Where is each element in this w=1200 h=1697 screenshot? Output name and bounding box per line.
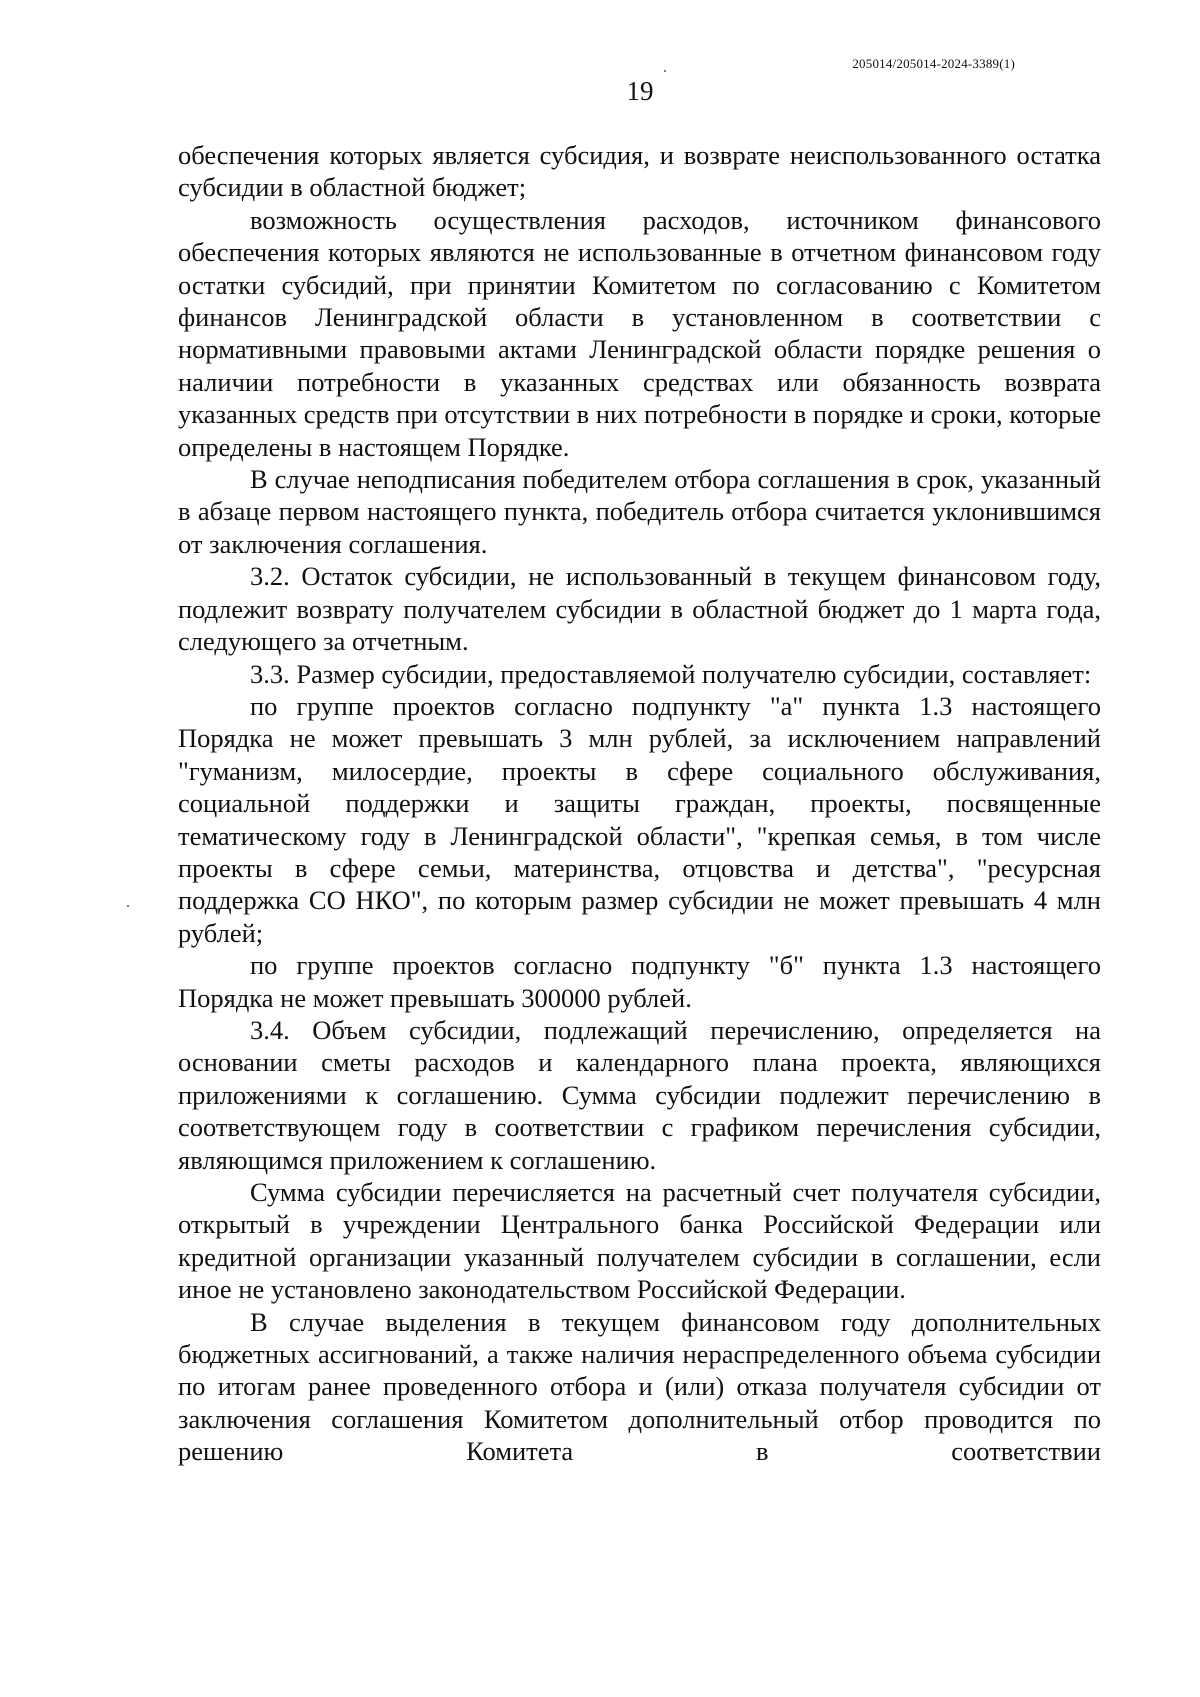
paragraph-clause-3-2: 3.2. Остаток субсидии, не использованный в текущем финансовом году, подлежит возврату получателем субсидии в областной бюджет до 1 марта года, следующего за отчетным.: [178, 561, 1101, 657]
paragraph: по группе проектов согласно подпункту "а" пункта 1.3 настоящего Порядка не может превышать 3 млн рублей, за исключением направлений "гуманизм, милосердие, проекты в сфере социального обслуживания, социальной поддержки и защиты граждан, проекты, посвященные тематическому году в Ленинградской области", "крепкая семья, в том числе проекты в сфере семьи, материнства, отцовства и детства", "ресурсная поддержка СО НКО", по которым размер субсидии не может превышать 4 млн рублей;: [178, 690, 1101, 948]
page-number: 19: [626, 76, 654, 106]
paragraph: Сумма субсидии перечисляется на расчетный счет получателя субсидии, открытый в учреждении Центрального банка Российской Федерации или кредитной организации указанный получателем субсидии в соглашении, если иное не установлено законодательством Российской Федерации.: [178, 1177, 1101, 1305]
paragraph-clause-3-4: 3.4. Объем субсидии, подлежащий перечислению, определяется на основании сметы расходов и календарного плана проекта, являющихся приложениями к соглашению. Сумма субсидии подлежит перечислению в соответствующем году в соответствии с графиком перечисления субсидии, являющимся приложением к соглашению.: [178, 1014, 1101, 1175]
scan-speck: [127, 905, 129, 907]
paragraph-trailing: В случае выделения в текущем финансовом году дополнительных бюджетных ассигнований, а также наличия нераспределенного объема субсидии по итогам ранее проведенного отбора и (или) отказа получателя субсидии от заключения соглашения Комитетом дополнительный отбор проводится по решению Комитета в соответствии: [178, 1306, 1101, 1467]
paragraph: возможность осуществления расходов, источником финансового обеспечения которых являются не использованные в отчетном финансовом году остатки субсидий, при принятии Комитетом по согласованию с Комитетом финансов Ленинградской области в установленном в соответствии с нормативными правовыми актами Ленинградской области порядке решения о наличии потребности в указанных средствах или обязанность возврата указанных средств при отсутствии в них потребности в порядке и сроки, которые определены в настоящем Порядке.: [178, 204, 1101, 462]
document-body: [178, 139, 1101, 1468]
paragraph-clause-3-3: 3.3. Размер субсидии, предоставляемой получателю субсидии, составляет:: [250, 658, 1092, 689]
paragraph: по группе проектов согласно подпункту "б" пункта 1.3 настоящего Порядка не может превышать 300000 рублей.: [178, 950, 1101, 1013]
paragraph-continuation: обеспечения которых является субсидия, и возврате неиспользованного остатка субсидии в областной бюджет;: [178, 140, 1101, 203]
scan-speck: [664, 70, 666, 72]
document-code: 205014/205014-2024-3389(1): [852, 56, 1015, 71]
paragraph: В случае неподписания победителем отбора соглашения в срок, указанный в абзаце первом настоящего пункта, победитель отбора считается уклонившимся от заключения соглашения.: [178, 464, 1101, 559]
